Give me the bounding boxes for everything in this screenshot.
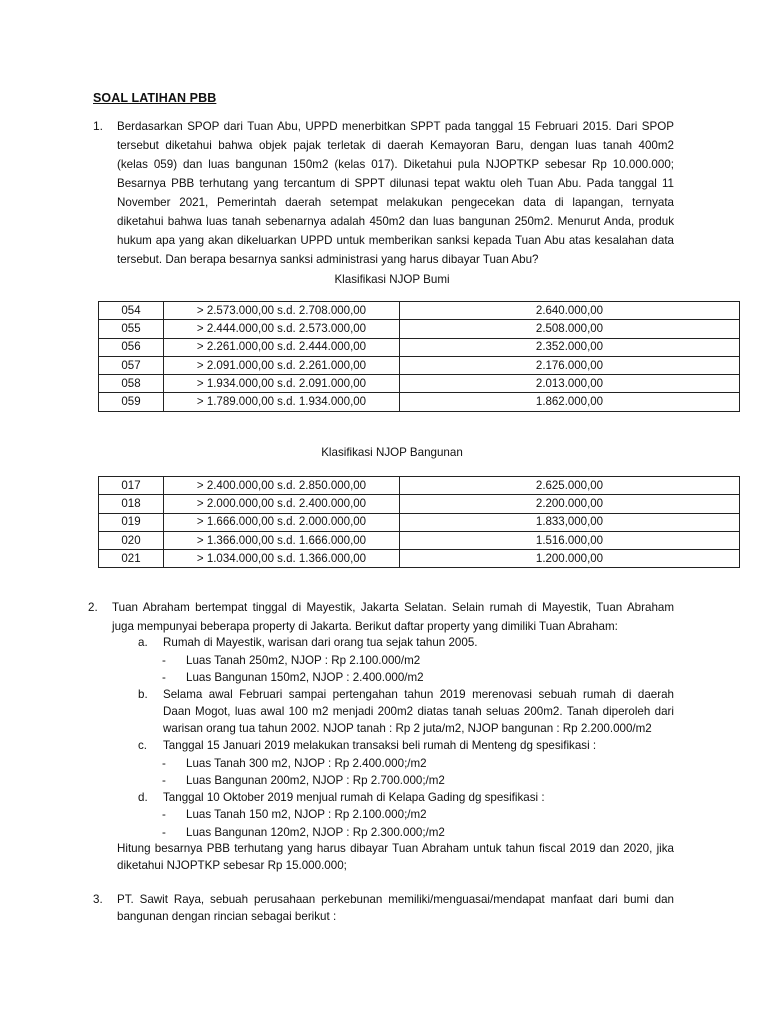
question-3-line: PT. Sawit Raya, sebuah perusahaan perkebunan memiliki/menguasai/mendapat manfaat dari bumi dan <box>117 893 674 906</box>
njop-value: 2.352.000,00 <box>400 338 740 356</box>
bullet-dash: - <box>162 757 166 770</box>
table-row <box>99 302 740 320</box>
item-c-bullet: Luas Tanah 300 m2, NJOP : Rp 2.400.000;/m2 <box>186 757 427 770</box>
table-row <box>99 513 740 531</box>
table-row <box>99 320 740 338</box>
item-b-line: Daan Mogot, luas awal 100 m2 menjadi 200m2 diatas tanah seluas 200m2. Tanah diperoleh dari <box>163 705 674 718</box>
table-row <box>99 393 740 411</box>
item-d-bullet: Luas Bangunan 120m2, NJOP : Rp 2.300.000;/m2 <box>186 826 445 839</box>
question-1-line: Berdasarkan SPOP dari Tuan Abu, UPPD menerbitkan SPPT pada tanggal 15 Februari 2015. Dari SPOP <box>117 120 674 133</box>
table-njop-bumi <box>98 301 740 412</box>
njop-value: 2.640.000,00 <box>400 302 740 320</box>
njop-value: 2.176.000,00 <box>400 356 740 374</box>
bullet-dash: - <box>162 774 166 787</box>
njop-value: 2.508.000,00 <box>400 320 740 338</box>
question-1-number: 1. <box>93 119 104 133</box>
item-d-label: d. <box>138 791 148 804</box>
njop-value: 1.862.000,00 <box>400 393 740 411</box>
table-row <box>99 477 740 495</box>
class-code: 019 <box>99 513 164 531</box>
bullet-dash: - <box>162 654 166 667</box>
table-row <box>99 338 740 356</box>
table-row <box>99 550 740 568</box>
class-code: 055 <box>99 320 164 338</box>
class-code: 056 <box>99 338 164 356</box>
njop-value: 1.833,000,00 <box>400 513 740 531</box>
njop-range: > 1.666.000,00 s.d. 2.000.000,00 <box>164 513 400 531</box>
question-2-closing-line: Hitung besarnya PBB terhutang yang harus dibayar Tuan Abraham untuk tahun fiscal 2019 dan 2020, jika <box>117 842 674 855</box>
question-2-intro-line: juga mempunyai beberapa property di Jakarta. Berikut daftar property yang dimiliki Tuan Abraham: <box>112 620 618 633</box>
class-code: 018 <box>99 495 164 513</box>
item-c-bullet: Luas Bangunan 200m2, NJOP : Rp 2.700.000;/m2 <box>186 774 445 787</box>
table-njop-bangunan <box>98 476 740 568</box>
bullet-dash: - <box>162 826 166 839</box>
question-2-closing-line: diketahui NJOPTKP sebesar Rp 15.000.000; <box>117 859 347 872</box>
question-3-line: bangunan dengan rincian sebagai berikut : <box>117 910 337 923</box>
table-row <box>99 356 740 374</box>
njop-value: 2.013.000,00 <box>400 375 740 393</box>
class-code: 059 <box>99 393 164 411</box>
class-code: 057 <box>99 356 164 374</box>
item-c-label: c. <box>138 739 148 752</box>
question-2-intro-line: Tuan Abraham bertempat tinggal di Mayestik, Jakarta Selatan. Selain rumah di Mayestik, Tuan Abraham <box>112 601 674 614</box>
item-a-bullet: Luas Tanah 250m2, NJOP : Rp 2.100.000/m2 <box>186 654 421 667</box>
njop-value: 1.516.000,00 <box>400 531 740 549</box>
bullet-dash: - <box>162 671 166 684</box>
class-code: 058 <box>99 375 164 393</box>
njop-range: > 2.444.000,00 s.d. 2.573.000,00 <box>164 320 400 338</box>
item-b-line: warisan orang tua tahun 2002. NJOP tanah : Rp 2 juta/m2, NJOP bangunan : Rp 2.200.000/m2 <box>163 722 652 735</box>
njop-value: 2.200.000,00 <box>400 495 740 513</box>
item-d-text: Tanggal 10 Oktober 2019 menjual rumah di Kelapa Gading dg spesifikasi : <box>163 791 545 804</box>
njop-range: > 1.034.000,00 s.d. 1.366.000,00 <box>164 550 400 568</box>
njop-value: 1.200.000,00 <box>400 550 740 568</box>
question-2-number: 2. <box>88 601 98 614</box>
class-code: 021 <box>99 550 164 568</box>
question-1-line: tersebut diketahui bahwa objek pajak terletak di daerah Kemayoran Baru, dengan luas tanah 400m2 <box>117 139 674 152</box>
table-row <box>99 495 740 513</box>
njop-range: > 2.573.000,00 s.d. 2.708.000,00 <box>164 302 400 320</box>
question-3-number: 3. <box>93 893 103 906</box>
question-1-line: hukum apa yang akan dikeluarkan UPPD untuk memberikan sanksi kepada Tuan Abu atas kesalahan data <box>117 234 674 247</box>
item-a-bullet: Luas Bangunan 150m2, NJOP : 2.400.000/m2 <box>186 671 424 684</box>
table-bumi-caption: Klasifikasi NJOP Bumi <box>334 273 450 286</box>
njop-value: 2.625.000,00 <box>400 477 740 495</box>
question-1-text <box>117 117 674 269</box>
table-bangunan-caption: Klasifikasi NJOP Bangunan <box>321 446 463 459</box>
question-1-line: tersebut. Dan berapa besarnya sanksi administrasi yang harus dibayar Tuan Abu? <box>117 253 539 266</box>
njop-range: > 1.366.000,00 s.d. 1.666.000,00 <box>164 531 400 549</box>
njop-range: > 2.091.000,00 s.d. 2.261.000,00 <box>164 356 400 374</box>
njop-range: > 2.000.000,00 s.d. 2.400.000,00 <box>164 495 400 513</box>
table-row <box>99 375 740 393</box>
njop-range: > 1.934.000,00 s.d. 2.091.000,00 <box>164 375 400 393</box>
table-row <box>99 531 740 549</box>
item-b-label: b. <box>138 688 148 701</box>
njop-range: > 2.261.000,00 s.d. 2.444.000,00 <box>164 338 400 356</box>
question-1-line: Besarnya PBB terhutang yang tercantum di SPPT dilunasi tepat waktu oleh Tuan Abu. Pada tanggal 11 <box>117 177 674 190</box>
item-b-line: Selama awal Februari sampai pertengahan tahun 2019 merenovasi sebuah rumah di daerah <box>163 688 674 701</box>
page-title: SOAL LATIHAN PBB <box>93 91 217 105</box>
item-c-text: Tanggal 15 Januari 2019 melakukan transaksi beli rumah di Menteng dg spesifikasi : <box>163 739 597 752</box>
item-a-label: a. <box>138 636 148 649</box>
class-code: 054 <box>99 302 164 320</box>
class-code: 020 <box>99 531 164 549</box>
bullet-dash: - <box>162 808 166 821</box>
item-a-text: Rumah di Mayestik, warisan dari orang tua sejak tahun 2005. <box>163 636 478 649</box>
njop-range: > 1.789.000,00 s.d. 1.934.000,00 <box>164 393 400 411</box>
question-1-line: diketahui bahwa luas tanah sebenarnya adalah 450m2 dan luas bangunan 250m2. Menurut Anda, produk <box>117 215 674 228</box>
question-1-line: November 2021, Pemerintah daerah setempat melakukan pengecekan data di lapangan, ternyata <box>117 196 674 209</box>
item-d-bullet: Luas Tanah 150 m2, NJOP : Rp 2.100.000;/m2 <box>186 808 427 821</box>
njop-range: > 2.400.000,00 s.d. 2.850.000,00 <box>164 477 400 495</box>
class-code: 017 <box>99 477 164 495</box>
question-1-line: (kelas 059) dan luas bangunan 150m2 (kelas 017). Diketahui pula NJOPTKP sebesar Rp 10.000.000; <box>117 158 674 171</box>
